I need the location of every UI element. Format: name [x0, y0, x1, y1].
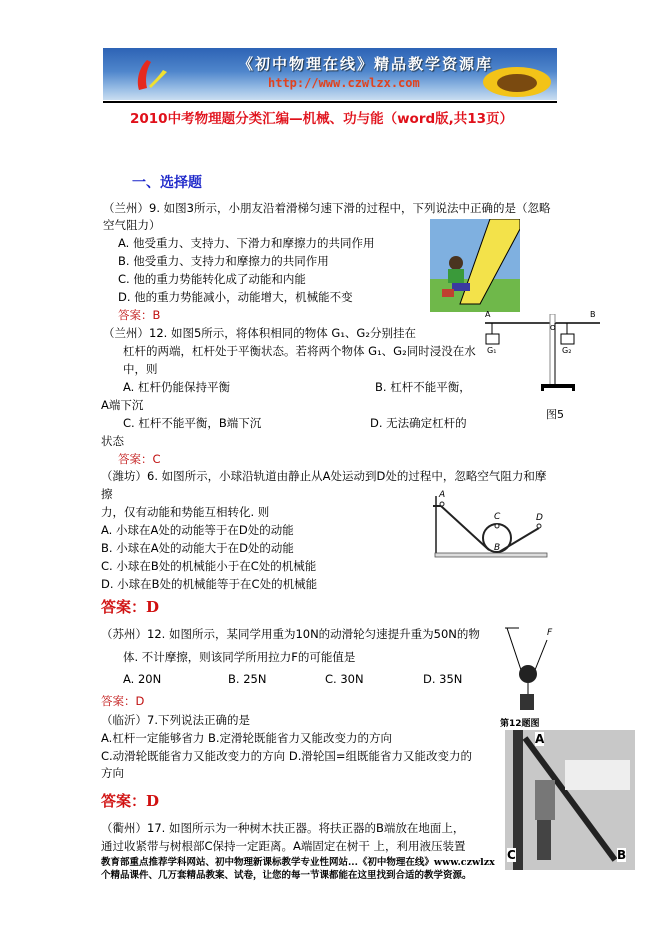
q1-stem-line1: （兰州）9. 如图3所示，小朋友沿着滑梯匀速下滑的过程中，下列说法中正确的是（忽略: [103, 201, 551, 215]
photo-label-a: A: [535, 732, 545, 746]
track-figure: [433, 492, 553, 562]
q6-stem-line2: 通过收紧带与树根部C保持一定距离。A端固定在树干 上，利用液压装置: [101, 839, 466, 853]
q1-option-d: D. 他的重力势能减小，动能增大，机械能不变: [118, 290, 353, 304]
q4-option-b: B. 25N: [228, 672, 267, 686]
q5-answer: 答案：D: [101, 792, 160, 810]
q4-option-c: C. 30N: [325, 672, 364, 686]
pulley-caption: 第12题图: [500, 719, 540, 729]
q6-stem-line1: （衢州）17. 如图所示为一种树木扶正器。将扶正器的B端放在地面上，: [101, 821, 465, 835]
q4-answer: 答案：D: [101, 694, 145, 708]
q5-options-ab: A.杠杆一定能够省力 B.定滑轮既能省力又能改变力的方向: [101, 731, 393, 745]
q1-option-c: C. 他的重力势能转化成了动能和内能: [118, 272, 306, 286]
q4-stem-line2: 体. 不计摩擦，则该同学所用拉力F的可能值是: [123, 650, 356, 664]
lever-label-g2: G₂: [562, 346, 572, 355]
footer-line1: 教育部重点推荐学科网站、初中物理新课标教学专业性网站...《初中物理在线》www.czwlzx: [101, 857, 495, 868]
banner-title: 《初中物理在线》精品教学资源库: [238, 55, 494, 73]
tree-corrector-photo: [505, 730, 635, 870]
track-label-b: B: [494, 543, 501, 553]
slide-figure: [430, 219, 520, 312]
track-label-a: A: [439, 490, 446, 500]
q1-option-b: B. 他受重力、支持力和摩擦力的共同作用: [118, 254, 329, 268]
q2-option-d: D. 无法确定杠杆的: [370, 416, 467, 430]
q4-stem-line1: （苏州）12. 如图所示，某同学用重为10N的动滑轮匀速提升重为50N的物: [101, 627, 480, 641]
lever-label-a: A: [485, 310, 491, 319]
logo-icon: [133, 58, 173, 94]
q2-option-c: C. 杠杆不能平衡，B端下沉: [123, 416, 262, 430]
lever-caption: 图5: [546, 408, 564, 421]
q2-option-b-cont: A端下沉: [101, 398, 144, 412]
lever-label-o: O: [550, 324, 556, 332]
track-label-c: C: [494, 512, 501, 522]
q2-option-d-cont: 状态: [101, 434, 124, 448]
footer-line2: 个精品课件、几万套精品教案、试卷，让您的每一节课都能在这里找到合适的教学资源。: [101, 870, 472, 881]
q3-option-b: B. 小球在A处的动能大于在D处的动能: [101, 541, 294, 555]
q1-stem-line2: 空气阻力）: [103, 218, 161, 232]
lever-label-g1: G₁: [487, 346, 497, 355]
q2-stem-line3: 中，则: [123, 362, 158, 376]
q5-options-cd-cont: 方向: [101, 766, 124, 780]
photo-label-b: B: [617, 848, 627, 862]
q3-option-d: D. 小球在B处的机械能等于在C处的机械能: [101, 577, 318, 591]
document-title: 2010中考物理题分类汇编—机械、功与能（word版,共13页）: [130, 111, 514, 127]
banner-divider: [103, 101, 557, 103]
q3-stem-line3: 力，仅有动能和势能互相转化. 则: [101, 505, 270, 519]
sunflower-icon: [481, 60, 553, 100]
photo-label-c: C: [507, 848, 516, 862]
q3-answer: 答案：D: [101, 598, 160, 616]
q5-options-cd: C.动滑轮既能省力又能改变力的方向 D.滑轮国=组既能省力又能改变力的: [101, 749, 472, 763]
q3-option-c: C. 小球在B处的机械能小于在C处的机械能: [101, 559, 317, 573]
q2-option-b: B. 杠杆不能平衡，: [375, 380, 471, 394]
track-label-d: D: [536, 513, 543, 523]
q2-answer: 答案：C: [118, 452, 161, 466]
q1-option-a: A. 他受重力、支持力、下滑力和摩擦力的共同作用: [118, 236, 375, 250]
q5-stem: （临沂）7.下列说法正确的是: [101, 713, 250, 727]
header-banner: [103, 48, 557, 100]
q4-option-d: D. 35N: [423, 672, 463, 686]
q2-stem-line2: 杠杆的两端，杠杆处于平衡状态。若将两个物体 G₁、G₂同时浸没在水: [123, 344, 476, 358]
q3-stem-line2: 擦: [101, 487, 113, 501]
lever-label-b: B: [590, 310, 596, 319]
lever-figure: [480, 310, 600, 424]
q4-option-a: A. 20N: [123, 672, 162, 686]
q1-answer: 答案：B: [118, 308, 161, 322]
banner-url[interactable]: http://www.czwlzx.com: [268, 76, 420, 90]
pulley-figure: [495, 622, 580, 732]
q2-stem-line1: （兰州）12. 如图5所示，将体积相同的物体 G₁、G₂分别挂在: [103, 326, 416, 340]
q2-option-a: A. 杠杆仍能保持平衡: [123, 380, 230, 394]
pulley-label-f: F: [547, 628, 553, 638]
q3-option-a: A. 小球在A处的动能等于在D处的动能: [101, 523, 294, 537]
q3-stem-line1: （潍坊）6. 如图所示，小球沿轨道由静止从A处运动到D处的过程中，忽略空气阻力和摩: [101, 469, 547, 483]
section-title: 一、选择题: [132, 175, 202, 191]
